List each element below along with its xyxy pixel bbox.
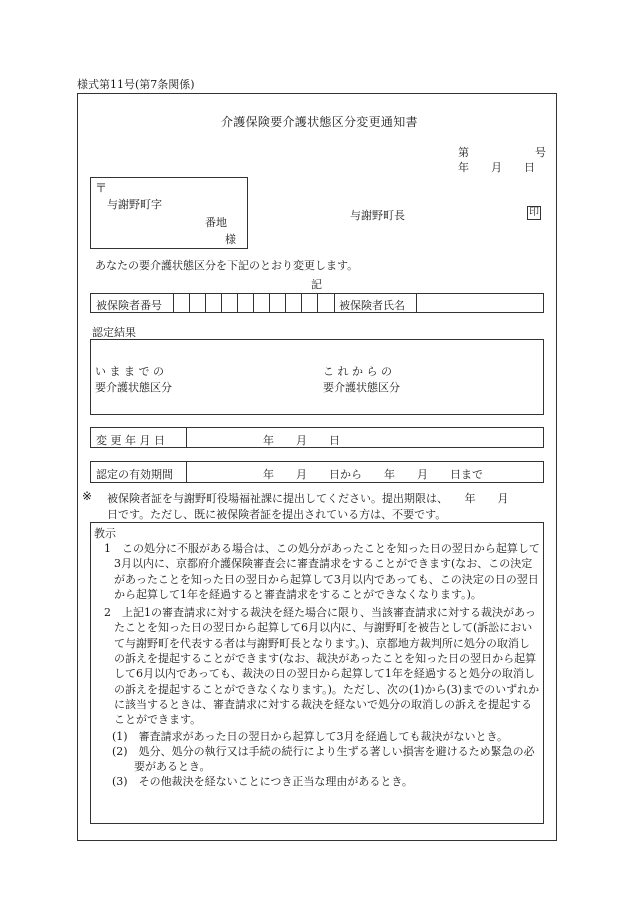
insured-name-label: 被保険者氏名: [339, 299, 405, 312]
result-label: 認定結果: [92, 326, 136, 339]
issuer-name: 与謝野町長: [350, 209, 405, 222]
insured-number-digit-cell: [301, 294, 317, 312]
insured-row: [90, 293, 544, 313]
instruction-sub-1: (1) 審査請求があった日の翌日から起算して3月を経過しても裁決がないとき。: [112, 729, 509, 743]
ki-heading: 記: [311, 278, 322, 291]
insured-number-digit-cell: [253, 294, 269, 312]
address-banchi: 番地: [205, 216, 227, 229]
insured-number-digit-cell: [237, 294, 253, 312]
change-date-label: 変 更 年 月 日: [96, 434, 165, 447]
note-line1: 被保険者証を与謝野町役場福祉課に提出してください。提出期限は、 年 月: [107, 492, 509, 505]
insured-number-digit-cell: [269, 294, 285, 312]
instructions-body: [96, 541, 540, 790]
validity-row: [90, 461, 544, 483]
after-line2: 要介護状態区分: [323, 381, 400, 394]
address-town: 与謝野町字: [107, 198, 162, 211]
validity-divider: [186, 462, 187, 482]
note-mark: ※: [82, 489, 93, 503]
change-date-row: [90, 427, 544, 448]
validity-label: 認定の有効期間: [96, 468, 173, 481]
instruction-sub-3: (3) その他裁決を経ないことにつき正当な理由があるとき。: [112, 775, 413, 789]
after-line1: こ れ か ら の: [323, 365, 392, 378]
change-date-value: 年 月 日: [263, 434, 340, 447]
name-label-cell: [334, 294, 416, 312]
instruction-1: 1 この処分に不服がある場合は、この処分があったことを知った日の翌日から起算して3月以内に、京都府介護保険審査会に審査請求をすることができます(なお、この決定があったことを知った日の翌日から起算して3月以内であっても、この決定の日の翌日から起算して1年を経過すると審査請求をすることができなくなります。)。: [104, 542, 540, 601]
seal-mark: 印: [529, 207, 539, 218]
insured-number-digit-cell: [317, 294, 333, 312]
postal-mark: 〒: [95, 181, 108, 195]
insured-number-digit-cell: [189, 294, 205, 312]
instructions-heading: 教示: [94, 527, 116, 540]
intro-text: あなたの要介護状態区分を下記のとおり変更します。: [95, 259, 359, 272]
change-date-divider: [186, 428, 187, 447]
validity-value: 年 月 日から 年 月 日まで: [263, 468, 483, 481]
before-line1: い ま ま で の: [95, 365, 164, 378]
insured-number-digit-cell: [285, 294, 301, 312]
insured-name-value: [416, 294, 417, 312]
before-line2: 要介護状態区分: [95, 381, 172, 394]
instruction-sub-2: (2) 処分、処分の執行又は手続の続行により生ずる著しい損害を避けるため緊急の必要があるとき。: [112, 744, 535, 774]
document-number: 第 号: [458, 146, 546, 159]
address-sama: 様: [225, 233, 236, 246]
insured-number-digit-cell: [221, 294, 237, 312]
note-line2: 日です。ただし、既に被保険者証を提出されている方は、不要です。: [107, 508, 447, 521]
form-reference: 様式第11号(第7条関係): [77, 78, 195, 91]
insured-number-digit-cell: [205, 294, 221, 312]
document-date: 年 月 日: [458, 161, 535, 174]
insured-number-label: 被保険者番号: [96, 299, 162, 312]
insured-number-digit-cell: [173, 294, 189, 312]
instruction-2: 2 上記1の審査請求に対する裁決を経た場合に限り、当該審査請求に対する裁決があったことを知った日の翌日から起算して6月以内に、与謝野町を被告として(訴訟において与謝野町を代表する者は与謝野町長となります。)、京都地方裁判所に処分の取消しの訴えを提起することができます(なお、裁決があったことを知った日の翌日から起算して6月以内であっても、裁決の日の翌日から起算して1年を経過すると処分の取消しの訴えを提起することができなくなります。)。ただし、次の(1)から(3)までのいずれかに該当するときは、審査請求に対する裁決を経ないで処分の取消しの訴えを提起することができます。: [104, 606, 540, 727]
document-title: 介護保険要介護状態区分変更通知書: [221, 115, 418, 129]
